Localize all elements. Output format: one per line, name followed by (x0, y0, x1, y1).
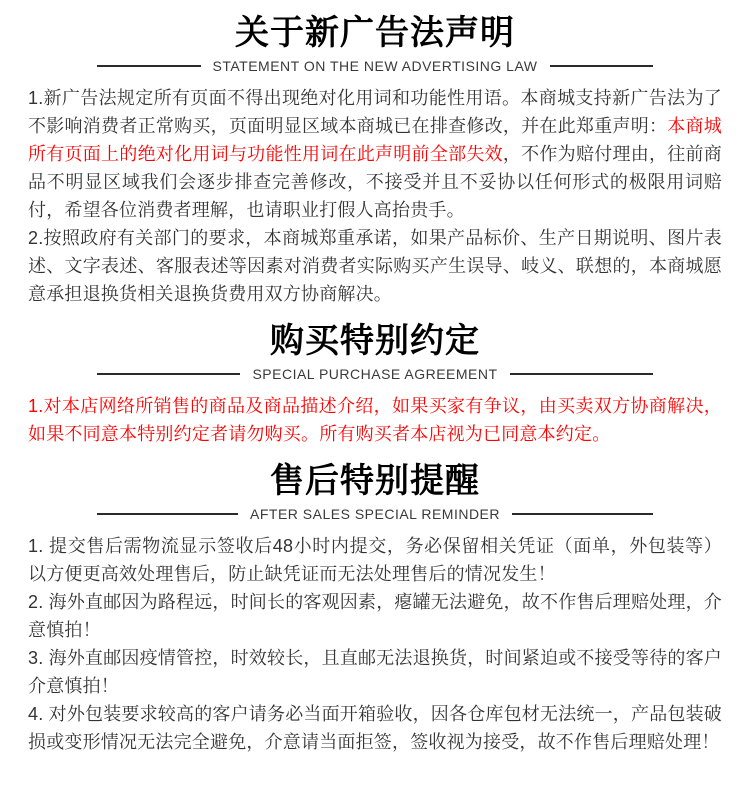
after-sales-item-3: 3. 海外直邮因疫情管控，时效较长，且直邮无法退换货，时间紧迫或不接受等待的客户介意慎拍！ (28, 648, 723, 697)
advertising-law-subtitle-row (97, 58, 653, 74)
advertising-law-title: 关于新广告法声明 (235, 14, 515, 52)
after-sales-item-2: 2. 海外直邮因为路程远，时间长的客观因素，瘪罐无法避免，故不作售后理赔处理，介意慎拍！ (28, 592, 723, 641)
after-sales-title: 售后特别提醒 (270, 462, 480, 501)
purchase-agreement-subtitle: SPECIAL PURCHASE AGREEMENT (252, 366, 498, 383)
purchase-agreement-paragraph: 1.对本店网络所销售的商品及商品描述介绍，如果买家有争议，由买卖双方协商解决，如果不同意本特别约定者请勿购买。所有购买者本店视为已同意本约定。 (28, 396, 722, 445)
subtitle-right-rule (512, 513, 653, 515)
paragraph-1-text-start: 1.新广告法规定所有页面不得出现绝对化用词和功能性用语。本商城支持新广告法为了不影响消费者正常购买，页面明显区域本商城已在排查修改，并在此郑重声明： (28, 88, 722, 137)
paragraph-1-text-end: ，不作为赔付理由，往前商品不明显区域我们会逐步排查完善修改，不接受并且不妥协以任何形式的极限用词赔付，希望各位消费者理解，也请职业打假人高抬贵手。 (28, 144, 723, 221)
subtitle-left-rule (97, 373, 240, 375)
advertising-law-subtitle: STATEMENT ON THE NEW ADVERTISING LAW (212, 58, 538, 75)
purchase-agreement-subtitle-row (97, 366, 653, 382)
section-after-sales-reminder (28, 462, 722, 756)
after-sales-subtitle: AFTER SALES SPECIAL REMINDER (250, 506, 500, 523)
purchase-agreement-title: 购买特别约定 (270, 322, 480, 361)
subtitle-left-rule (97, 513, 238, 515)
section-advertising-law (28, 14, 722, 308)
advertising-law-paragraph-1 (28, 84, 722, 224)
after-sales-item-4: 4. 对外包装要求较高的客户请务必当面开箱验收，因各仓库包材无法统一，产品包装破损或变形情况无法完全避免，介意请当面拒签，签收视为接受，故不作售后理赔处理！ (28, 704, 723, 753)
after-sales-item-1: 1. 提交售后需物流显示签收后48小时内提交，务必保留相关凭证（面单，外包装等）以方便更高效处理售后，防止缺凭证而无法处理售后的情况发生！ (28, 536, 722, 585)
after-sales-subtitle-row (97, 506, 653, 522)
section-purchase-agreement (28, 322, 722, 448)
paragraph-1-red-highlight: 本商城所有页面上的绝对化用词与功能性用词在此声明前全部失效 (28, 116, 722, 165)
advertising-law-paragraph-2: 2.按照政府有关部门的要求，本商城郑重承诺，如果产品标价、生产日期说明、图片表述、文字表述、客服表述等因素对消费者实际购买产生误导、岐义、联想的，本商城愿意承担退换货相关退换货费用双方协商解决。 (28, 228, 722, 305)
subtitle-right-rule (510, 373, 653, 375)
subtitle-left-rule (97, 65, 201, 67)
subtitle-right-rule (550, 65, 654, 67)
